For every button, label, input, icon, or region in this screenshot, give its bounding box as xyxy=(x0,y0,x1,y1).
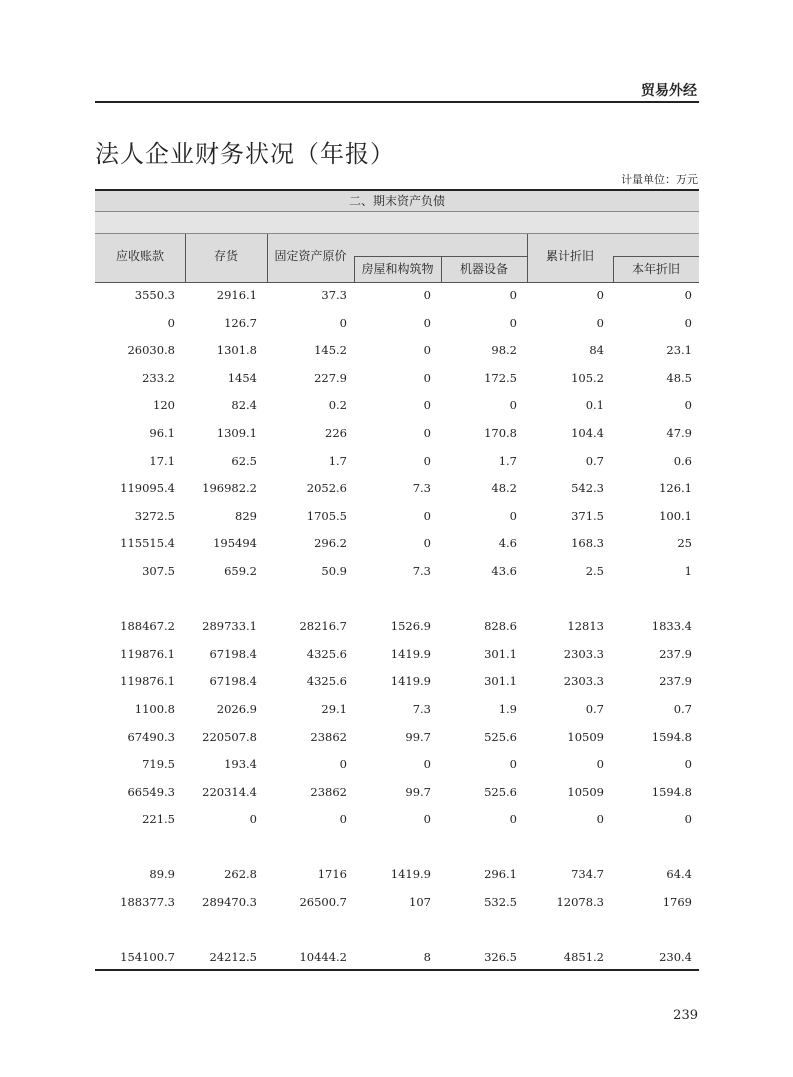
table-cell: 2026.9 xyxy=(216,701,257,716)
table-cell: 0 xyxy=(423,508,431,523)
table-cell: 104.4 xyxy=(571,425,604,440)
table-row xyxy=(95,312,699,340)
table-cell: 2916.1 xyxy=(216,288,257,302)
table-cell: 172.5 xyxy=(484,370,517,385)
table-row xyxy=(95,643,699,671)
table-cell: 84 xyxy=(589,343,604,358)
table-bottom-rule xyxy=(95,969,699,971)
table-cell: 47.9 xyxy=(666,425,692,440)
table-cell: 3272.5 xyxy=(134,508,175,523)
table-cell: 4325.6 xyxy=(306,646,347,661)
table-cell: 10509 xyxy=(567,784,604,799)
subheader-rule xyxy=(613,256,699,257)
table-cell: 0 xyxy=(684,812,692,827)
table-cell: 0 xyxy=(684,757,692,772)
table-cell: 119876.1 xyxy=(120,674,175,689)
table-row xyxy=(95,753,699,781)
table-row-spacer xyxy=(95,919,699,947)
table-cell: 188467.2 xyxy=(120,619,175,634)
table-cell: 4325.6 xyxy=(306,674,347,689)
table-cell: 66549.3 xyxy=(127,784,175,799)
table-cell: 829 xyxy=(235,508,257,523)
table-cell: 1705.5 xyxy=(306,508,347,523)
table-cell: 119095.4 xyxy=(120,481,175,496)
table-cell: 659.2 xyxy=(224,563,257,578)
table-cell: 24212.5 xyxy=(209,950,257,965)
table-cell: 289470.3 xyxy=(202,895,257,910)
table-cell: 262.8 xyxy=(224,867,257,882)
table-cell: 0 xyxy=(423,757,431,772)
col-fixed-assets: 固定资产原价 xyxy=(274,249,347,263)
table-cell: 0 xyxy=(423,425,431,440)
table-cell: 1833.4 xyxy=(651,619,692,634)
table-cell: 0 xyxy=(423,453,431,468)
table-cell: 120 xyxy=(153,398,175,413)
table-cell: 67198.4 xyxy=(209,674,257,689)
table-cell: 154100.7 xyxy=(120,950,175,965)
group-header: 二、期末资产负债 xyxy=(348,194,445,208)
table-cell: 0 xyxy=(509,398,517,413)
table-cell: 28216.7 xyxy=(299,619,347,634)
table-cell: 0 xyxy=(249,812,257,827)
table-cell: 26500.7 xyxy=(299,895,347,910)
table-row xyxy=(95,726,699,754)
table-cell: 0 xyxy=(509,288,517,302)
table-cell: 1419.9 xyxy=(390,646,431,661)
table-cell: 8 xyxy=(423,950,431,965)
table-cell: 89.9 xyxy=(149,867,175,882)
col-buildings: 房屋和构筑物 xyxy=(361,262,434,276)
table-row-spacer xyxy=(95,836,699,864)
table-cell: 2303.3 xyxy=(563,674,604,689)
table-row-spacer xyxy=(95,588,699,616)
table-cell: 0 xyxy=(509,508,517,523)
table-cell: 4.6 xyxy=(498,536,517,551)
col-accumulated-depreciation: 累计折旧 xyxy=(545,249,594,263)
table-cell: 1419.9 xyxy=(390,867,431,882)
table-cell: 289733.1 xyxy=(202,619,257,634)
table-cell: 0 xyxy=(423,536,431,551)
table-body xyxy=(95,284,699,974)
table-row xyxy=(95,698,699,726)
table-cell: 0 xyxy=(684,398,692,413)
table-cell: 0 xyxy=(509,812,517,827)
header-bottom-rule xyxy=(95,282,699,283)
table-cell: 195494 xyxy=(213,536,257,551)
table-cell: 0.7 xyxy=(585,701,604,716)
table-row xyxy=(95,808,699,836)
table-cell: 188377.3 xyxy=(120,895,175,910)
table-row xyxy=(95,422,699,450)
unit-note: 计量单位：万元 xyxy=(621,173,698,186)
table-cell: 0 xyxy=(339,812,347,827)
table-cell: 0 xyxy=(596,315,604,330)
table-cell: 7.3 xyxy=(412,563,431,578)
table-cell: 62.5 xyxy=(231,453,257,468)
table-cell: 1309.1 xyxy=(216,425,257,440)
table-cell: 296.2 xyxy=(314,536,347,551)
table-cell: 99.7 xyxy=(405,729,431,744)
section-label: 贸易外经 xyxy=(641,83,697,99)
subheader-rule xyxy=(354,256,527,257)
table-row xyxy=(95,367,699,395)
table-cell: 1.7 xyxy=(498,453,517,468)
table-cell: 0 xyxy=(339,757,347,772)
table-cell: 3550.3 xyxy=(134,288,175,302)
table-cell: 0 xyxy=(423,812,431,827)
table-cell: 50.9 xyxy=(321,563,347,578)
page-number: 239 xyxy=(673,1008,698,1023)
table-cell: 1526.9 xyxy=(390,619,431,634)
table-cell: 0 xyxy=(509,757,517,772)
table-row xyxy=(95,560,699,588)
table-cell: 221.5 xyxy=(142,812,175,827)
table-cell: 115515.4 xyxy=(120,536,175,551)
table-cell: 25 xyxy=(677,536,692,551)
table-cell: 12813 xyxy=(567,619,604,634)
table-cell: 0.7 xyxy=(585,453,604,468)
table-cell: 1 xyxy=(684,563,692,578)
table-cell: 168.3 xyxy=(571,536,604,551)
table-cell: 170.8 xyxy=(484,425,517,440)
table-cell: 0 xyxy=(423,343,431,358)
table-cell: 119876.1 xyxy=(120,646,175,661)
table-cell: 237.9 xyxy=(659,674,692,689)
table-cell: 233.2 xyxy=(142,370,175,385)
table-cell: 1100.8 xyxy=(134,701,175,716)
table-cell: 193.4 xyxy=(224,757,257,772)
table-row xyxy=(95,284,699,312)
table-cell: 23.1 xyxy=(666,343,692,358)
table-cell: 0 xyxy=(339,315,347,330)
col-machinery: 机器设备 xyxy=(459,262,508,276)
table-cell: 105.2 xyxy=(571,370,604,385)
table-header xyxy=(95,191,699,284)
table-cell: 1716 xyxy=(317,867,347,882)
table-cell: 220507.8 xyxy=(202,729,257,744)
page-title: 法人企业财务状况（年报） xyxy=(95,140,395,168)
table-cell: 145.2 xyxy=(314,343,347,358)
table-cell: 227.9 xyxy=(314,370,347,385)
table-cell: 48.5 xyxy=(666,370,692,385)
table-cell: 1301.8 xyxy=(216,343,257,358)
table-cell: 23862 xyxy=(310,784,347,799)
table-cell: 326.5 xyxy=(484,950,517,965)
table-cell: 0 xyxy=(423,288,431,302)
table-row xyxy=(95,781,699,809)
table-cell: 2.5 xyxy=(585,563,604,578)
table-cell: 10444.2 xyxy=(299,950,347,965)
table-cell: 0.2 xyxy=(328,398,347,413)
table-row xyxy=(95,863,699,891)
table-cell: 17.1 xyxy=(149,453,175,468)
table-cell: 1594.8 xyxy=(651,729,692,744)
table-cell: 0 xyxy=(684,315,692,330)
table-cell: 99.7 xyxy=(405,784,431,799)
table-cell: 0 xyxy=(596,757,604,772)
table-cell: 67198.4 xyxy=(209,646,257,661)
table-cell: 67490.3 xyxy=(127,729,175,744)
table-cell: 0.6 xyxy=(673,453,692,468)
table-cell: 1.9 xyxy=(498,701,517,716)
table-cell: 226 xyxy=(325,425,347,440)
table-cell: 525.6 xyxy=(484,784,517,799)
table-cell: 0 xyxy=(423,315,431,330)
table-cell: 2303.3 xyxy=(563,646,604,661)
table-cell: 4851.2 xyxy=(563,950,604,965)
table-cell: 542.3 xyxy=(571,481,604,496)
table-cell: 12078.3 xyxy=(556,895,604,910)
table-cell: 0 xyxy=(596,288,604,302)
table-row xyxy=(95,505,699,533)
table-cell: 0.7 xyxy=(673,701,692,716)
table-cell: 10509 xyxy=(567,729,604,744)
table-cell: 107 xyxy=(409,895,431,910)
header-rule xyxy=(95,101,699,103)
table-cell: 828.6 xyxy=(484,619,517,634)
table-cell: 1419.9 xyxy=(390,674,431,689)
table-cell: 734.7 xyxy=(571,867,604,882)
table-cell: 7.3 xyxy=(412,481,431,496)
table-cell: 0 xyxy=(509,315,517,330)
table-cell: 7.3 xyxy=(412,701,431,716)
col-inventory: 存货 xyxy=(213,249,238,263)
table-row xyxy=(95,450,699,478)
table-row xyxy=(95,670,699,698)
table-cell: 100.1 xyxy=(659,508,692,523)
table-cell: 196982.2 xyxy=(202,481,257,496)
table-cell: 301.1 xyxy=(484,646,517,661)
col-receivables: 应收账款 xyxy=(115,249,164,263)
table-row xyxy=(95,339,699,367)
table-cell: 96.1 xyxy=(149,425,175,440)
table-cell: 43.6 xyxy=(491,563,517,578)
table-cell: 220314.4 xyxy=(202,784,257,799)
table-cell: 237.9 xyxy=(659,646,692,661)
table-cell: 126.7 xyxy=(224,315,257,330)
col-current-depreciation: 本年折旧 xyxy=(631,262,680,276)
table-row xyxy=(95,615,699,643)
table-cell: 64.4 xyxy=(666,867,692,882)
table-cell: 0 xyxy=(423,370,431,385)
table-cell: 82.4 xyxy=(231,398,257,413)
table-cell: 0 xyxy=(684,288,692,302)
table-cell: 98.2 xyxy=(491,343,517,358)
table-row xyxy=(95,891,699,919)
table-cell: 532.5 xyxy=(484,895,517,910)
table-row xyxy=(95,477,699,505)
table-cell: 48.2 xyxy=(491,481,517,496)
table-cell: 2052.6 xyxy=(306,481,347,496)
table-cell: 126.1 xyxy=(659,481,692,496)
table-cell: 301.1 xyxy=(484,674,517,689)
table-cell: 1.7 xyxy=(328,453,347,468)
table-cell: 719.5 xyxy=(142,757,175,772)
table-cell: 0 xyxy=(167,315,175,330)
table-cell: 26030.8 xyxy=(127,343,175,358)
table-cell: 23862 xyxy=(310,729,347,744)
table-row xyxy=(95,394,699,422)
table-cell: 0 xyxy=(596,812,604,827)
table-cell: 307.5 xyxy=(142,563,175,578)
table-cell: 296.1 xyxy=(484,867,517,882)
table-row xyxy=(95,532,699,560)
table-cell: 1594.8 xyxy=(651,784,692,799)
header-band-blank xyxy=(95,212,699,234)
table-cell: 1769 xyxy=(662,895,692,910)
table-cell: 230.4 xyxy=(659,950,692,965)
table-cell: 29.1 xyxy=(321,701,347,716)
table-cell: 0.1 xyxy=(585,398,604,413)
table-cell: 0 xyxy=(423,398,431,413)
table-cell: 371.5 xyxy=(571,508,604,523)
table-cell: 37.3 xyxy=(321,288,347,302)
table-cell: 1454 xyxy=(227,370,257,385)
table-cell: 525.6 xyxy=(484,729,517,744)
